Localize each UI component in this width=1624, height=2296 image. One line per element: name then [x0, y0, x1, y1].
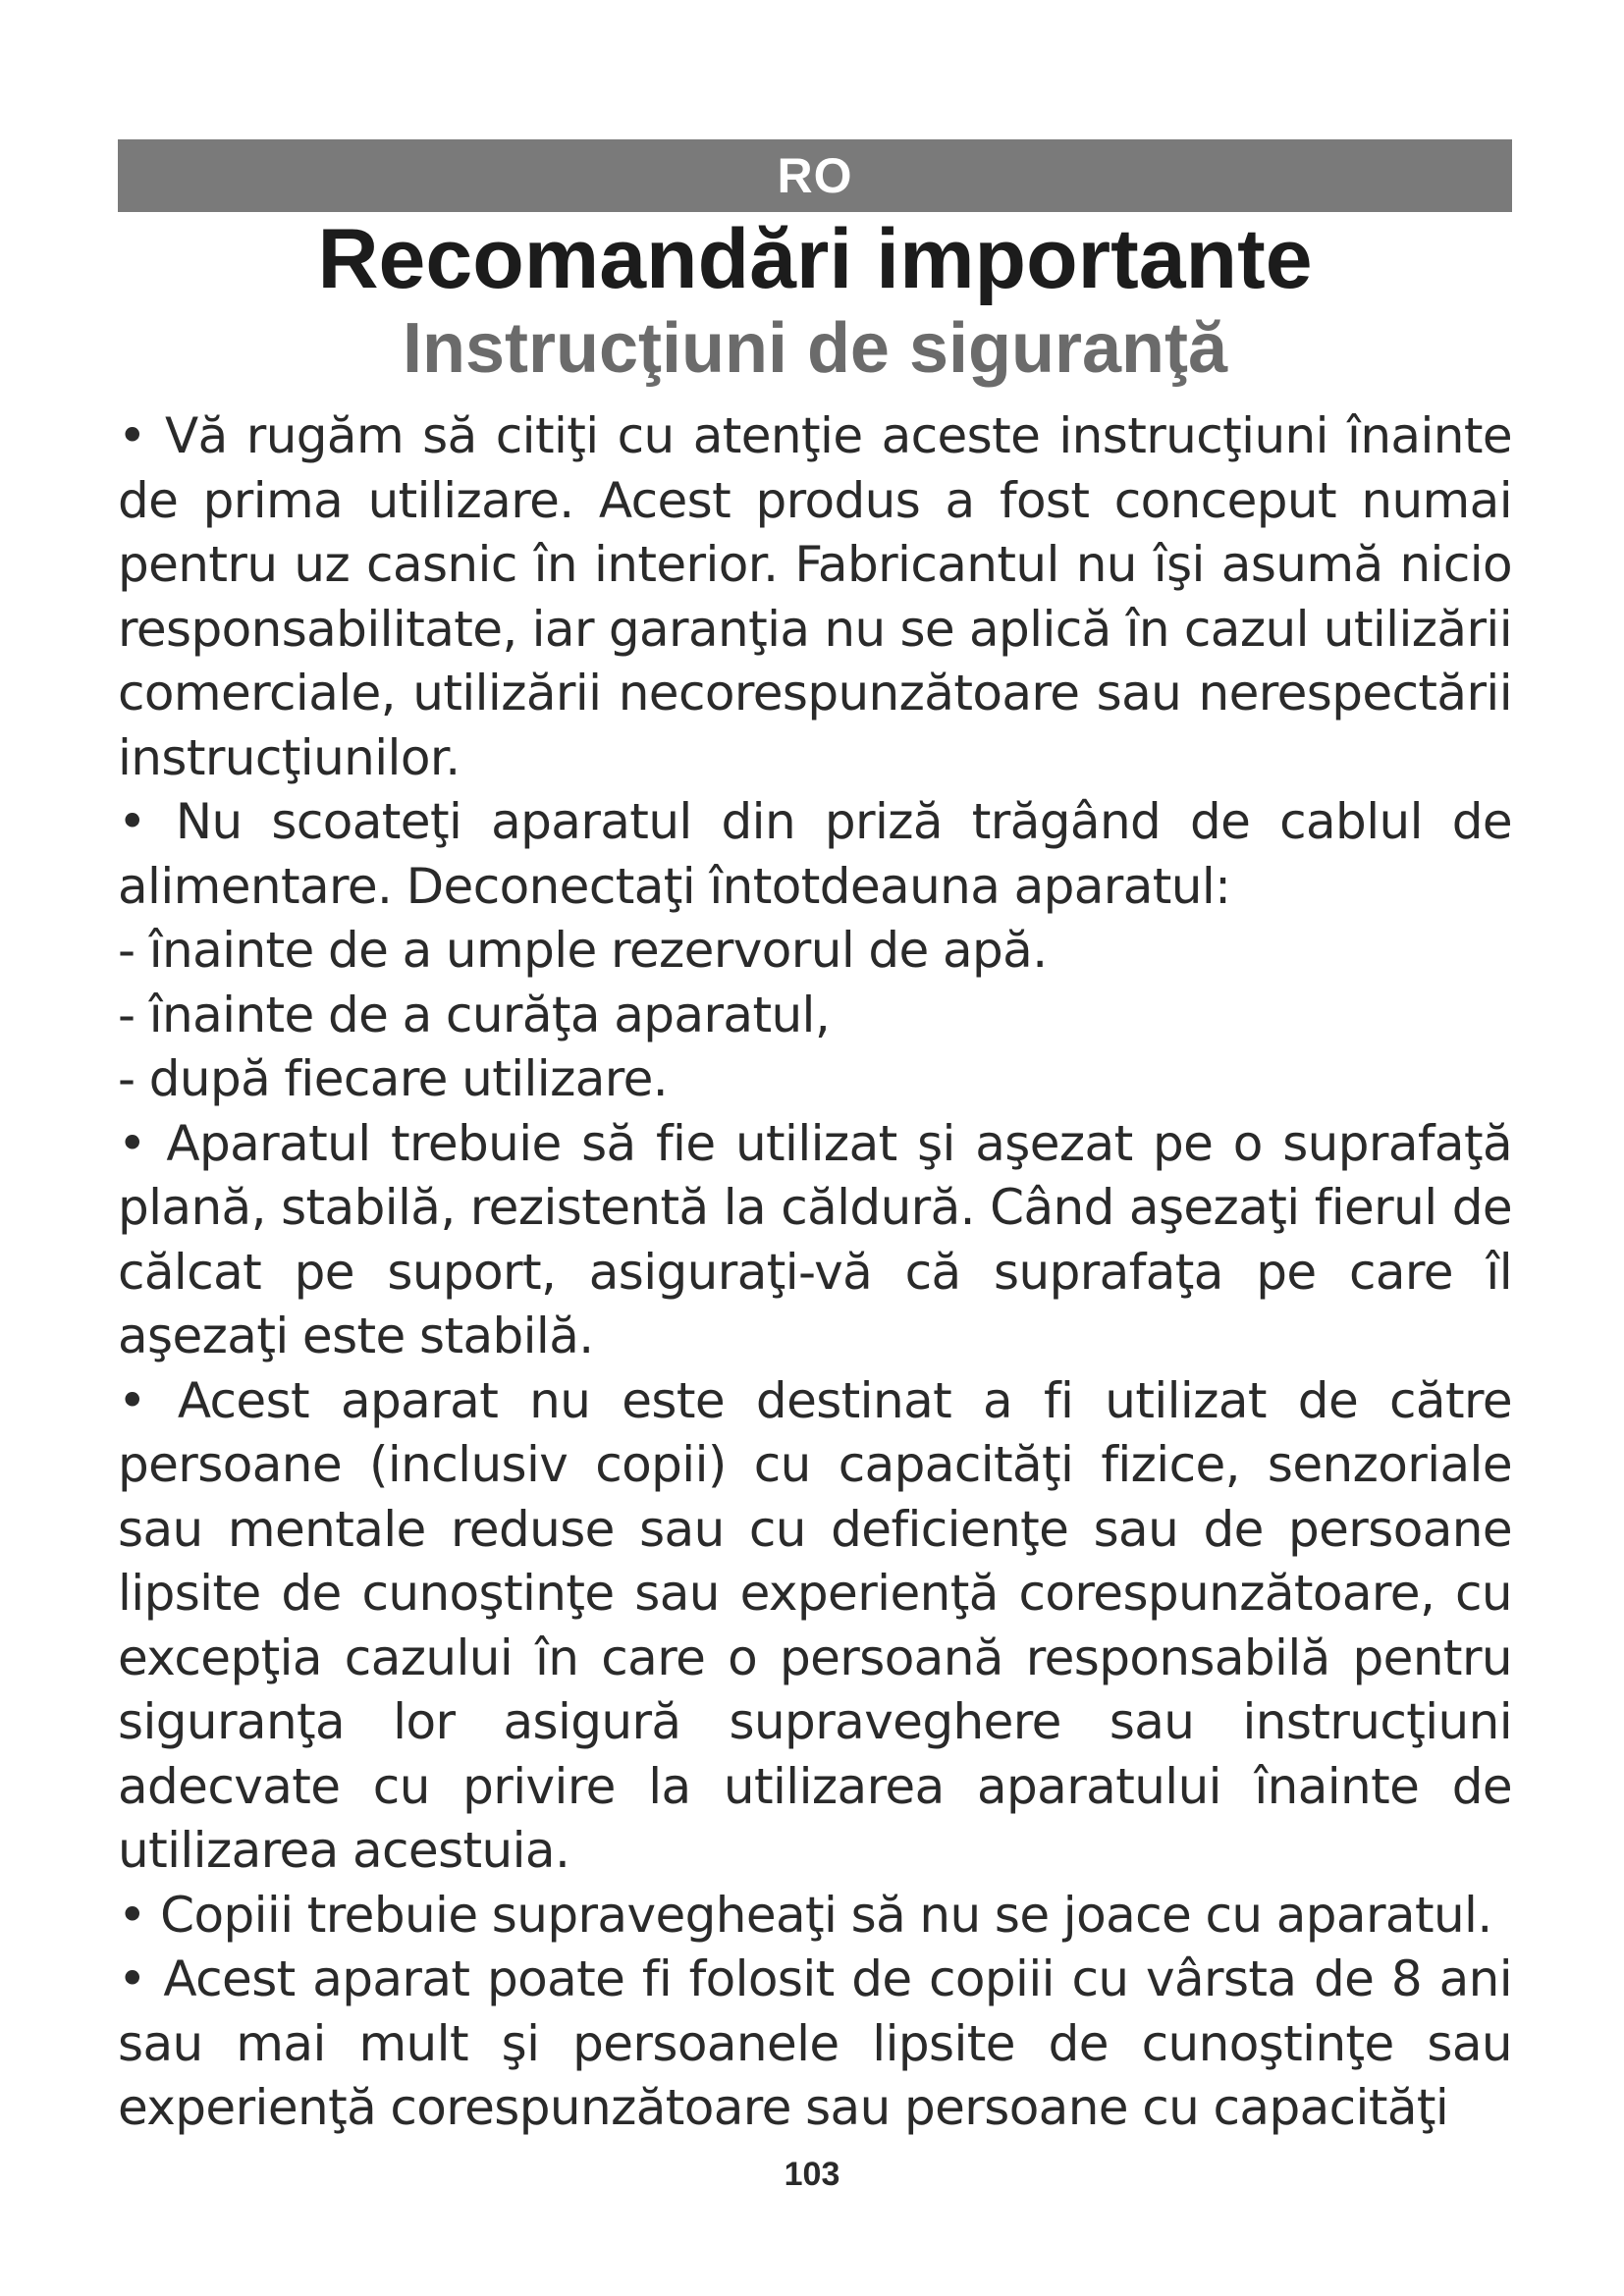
page-number: 103 — [784, 2156, 840, 2193]
paragraph-reduced-capacity: • Acest aparat nu este destinat a fi utilizat de către persoane (inclusiv copii) cu capacităţi fizice, senzoriale sau mentale reduse sau cu deficienţe sau de persoane lipsite de cunoştinţe sau experienţă corespunzătoare, cu excepţia cazului în care o persoană responsabilă pentru siguranţa lor asigură supraveghere sau instrucţiuni adecvate cu privire la utilizarea aparatului înainte de utilizarea acestuia. — [118, 1371, 1512, 1879]
page-title: Recomandări importante — [317, 212, 1313, 306]
paragraph-children-age: • Acest aparat poate fi folosit de copiii cu vârsta de 8 ani sau mai mult şi persoanele lipsite de cunoştinţe sau experienţă corespunzătoare sau persoane cu capacităţi — [118, 1950, 1512, 2136]
list-item-after-use: - după fiecare utilizare. — [118, 1050, 669, 1107]
paragraph-unplug: • Nu scoateţi aparatul din priză trăgând de cablul de alimentare. Deconectaţi întotdeauna aparatul: — [118, 793, 1512, 915]
instructions-body — [118, 404, 1512, 2141]
page-subtitle: Instrucţiuni de siguranţă — [402, 309, 1228, 388]
list-item-fill-water: - înainte de a umple rezervorul de apă. — [118, 922, 1048, 979]
paragraph-intro: • Vă rugăm să citiţi cu atenţie aceste instrucţiuni înainte de prima utilizare. Acest produs a fost conceput numai pentru uz casnic în interior. Fabricantul nu îşi asumă nicio responsabilitate, iar garanţia nu se aplică în cazul utilizării comerciale, utilizării necorespunzătoare sau nerespectării instrucţiunilor. — [118, 407, 1512, 786]
language-bar: RO — [118, 139, 1512, 212]
list-item-clean: - înainte de a curăţa aparatul, — [118, 986, 831, 1043]
paragraph-stable-surface: • Aparatul trebuie să fie utilizat şi aşezat pe o suprafaţă plană, stabilă, rezistentă la căldură. Când aşezaţi fierul de călcat pe suport, asiguraţi-vă că suprafaţa pe care îl aşezaţi este stabilă. — [118, 1114, 1512, 1364]
paragraph-children-supervision: • Copiii trebuie supravegheaţi să nu se joace cu aparatul. — [118, 1886, 1492, 1944]
document-page — [118, 139, 1512, 2141]
